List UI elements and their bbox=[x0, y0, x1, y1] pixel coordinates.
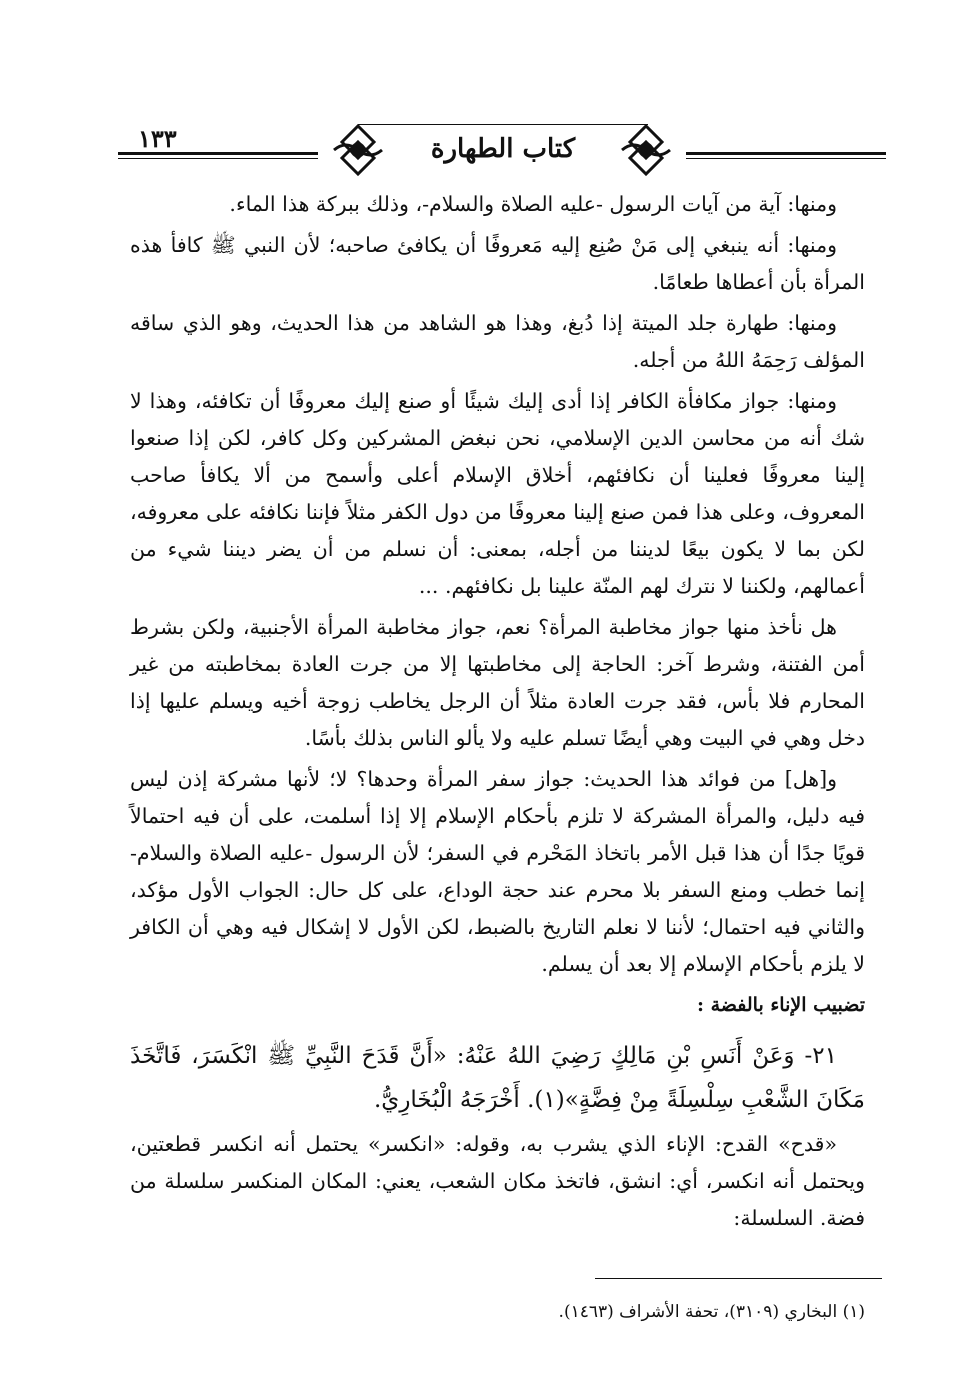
ornament-left-icon bbox=[330, 122, 386, 178]
header-rule-right-thin bbox=[686, 158, 886, 159]
book-title: كتاب الطهارة bbox=[430, 134, 576, 164]
page-header bbox=[118, 118, 886, 186]
ornament-right-icon bbox=[618, 122, 674, 178]
paragraph-tanned-skin: ومنها: طهارة جلد الميتة إذا دُبغ، وهذا هو الشاهد من هذا الحديث، وهو الذي ساقه المؤلف رَحِمَهُ اللهُ من أجله. bbox=[130, 311, 865, 372]
section-heading: تضبيب الإناء بالفضة : bbox=[696, 994, 865, 1016]
paragraph-explanation: «قدح» القدح: الإناء الذي يشرب به، وقوله: «انكسر» يحتمل أنه انكسر قطعتين، ويحتمل أنه انكسر، أي: انشق، فاتخذ مكان الشعب، يعني: المكان المنكسر سلسلة من فضة. السلسلة: bbox=[130, 1132, 865, 1230]
paragraph-woman-travel: و[هل] من فوائد هذا الحديث: جواز سفر المرأة وحدها؟ لا؛ لأنها مشركة إذن ليس فيه دليل، والمرأة المشركة لا تلزم بأحكام الإسلام إلا إذا أسلمت، على أن فيه احتمالاً قويًا جدًا أن هذا قبل الأمر باتخاذ المَحْرم في السفر؛ لأن الرسول -عليه الصلاة والسلام- إنما خطب ومنع السفر بلا محرم عند حجة الوداع، على كل حال: الجواب الأول مؤكد، والثاني فيه احتمال؛ لأننا لا نعلم التاريخ بالضبط، لكن الأول لا إشكال فيه وهي أن الكافر لا يلزم بأحكام الإسلام إلا بعد أن يسلم. bbox=[130, 767, 865, 976]
footnote: (١) البخاري (٣١٠٩)، تحفة الأشراف (١٤٦٣). bbox=[558, 1302, 865, 1322]
paragraph-speaking-woman: هل نأخذ منها جواز مخاطبة المرأة؟ نعم، جواز مخاطبة المرأة الأجنبية، ولكن بشرط أمن الفتنة، وشرط آخر: الحاجة إلى مخاطبتها إلا من جرت العادة بمخاطبته من غير المحارم فلا بأس، فقد جرت العادة مثلاً أن الرجل يخاطب زوجة أخيه ويسلم عليها إذا دخل وهي في البيت وهي أيضًا تسلم عليه ولا يألو الناس بذلك بأسًا. bbox=[130, 615, 865, 750]
header-rule-left-thin bbox=[118, 158, 318, 159]
footnote-divider bbox=[595, 1278, 882, 1279]
hadith-text: ٢١- وَعَنْ أَنَسِ بْنِ مَالِكٍ رَضِيَ اللهُ عَنْهُ: «أَنَّ قَدَحَ النَّبِيِّ ﷺ انْكَسَرَ، فَاتَّخَذَ مَكَانَ الشَّعْبِ سِلْسِلَةً مِنْ فِضَّةٍ»(١). أَخْرَجَهُ الْبُخَارِيُّ. bbox=[130, 1043, 865, 1113]
paragraph-reward-unbeliever: ومنها: جواز مكافأة الكافر إذا أدى إليك شيئًا أو صنع إليك معروفًا أن تكافئه، وهذا لا شك أنه من محاسن الدين الإسلامي، نحن نبغض المشركين وكل كافر، لكن إذا صنعوا إلينا معروفًا فعلينا أن نكافئهم، أخلاق الإسلام أعلى وأسمح من ألا يكافأ صاحب المعروف، وعلى هذا فمن صنع إلينا معروفًا من دول الكفر مثلاً فإننا نكافئه على معروفه، لكن بما لا يكون بيعًا لديننا من أجله، بمعنى: أن نسلم من أن يضر ديننا شيء من أعمالهم، ولكننا لا نترك لهم المنّة علينا بل نكافئهم. ... bbox=[130, 389, 865, 598]
paragraph-reward: ومنها: أنه ينبغي إلى مَنْ صُنِع إليه مَعروفًا أن يكافئ صاحبه؛ لأن النبي ﷺ كافأ هذه المرأة بأن أعطاها طعامًا. bbox=[130, 233, 865, 294]
page-number: ١٣٣ bbox=[138, 124, 177, 153]
header-rule-top bbox=[358, 124, 648, 125]
paragraph-miracle: ومنها: آية من آيات الرسول -عليه الصلاة والسلام-، وذلك ببركة هذا الماء. bbox=[229, 192, 837, 216]
page-body bbox=[130, 186, 865, 1241]
header-rule-right bbox=[686, 152, 886, 155]
